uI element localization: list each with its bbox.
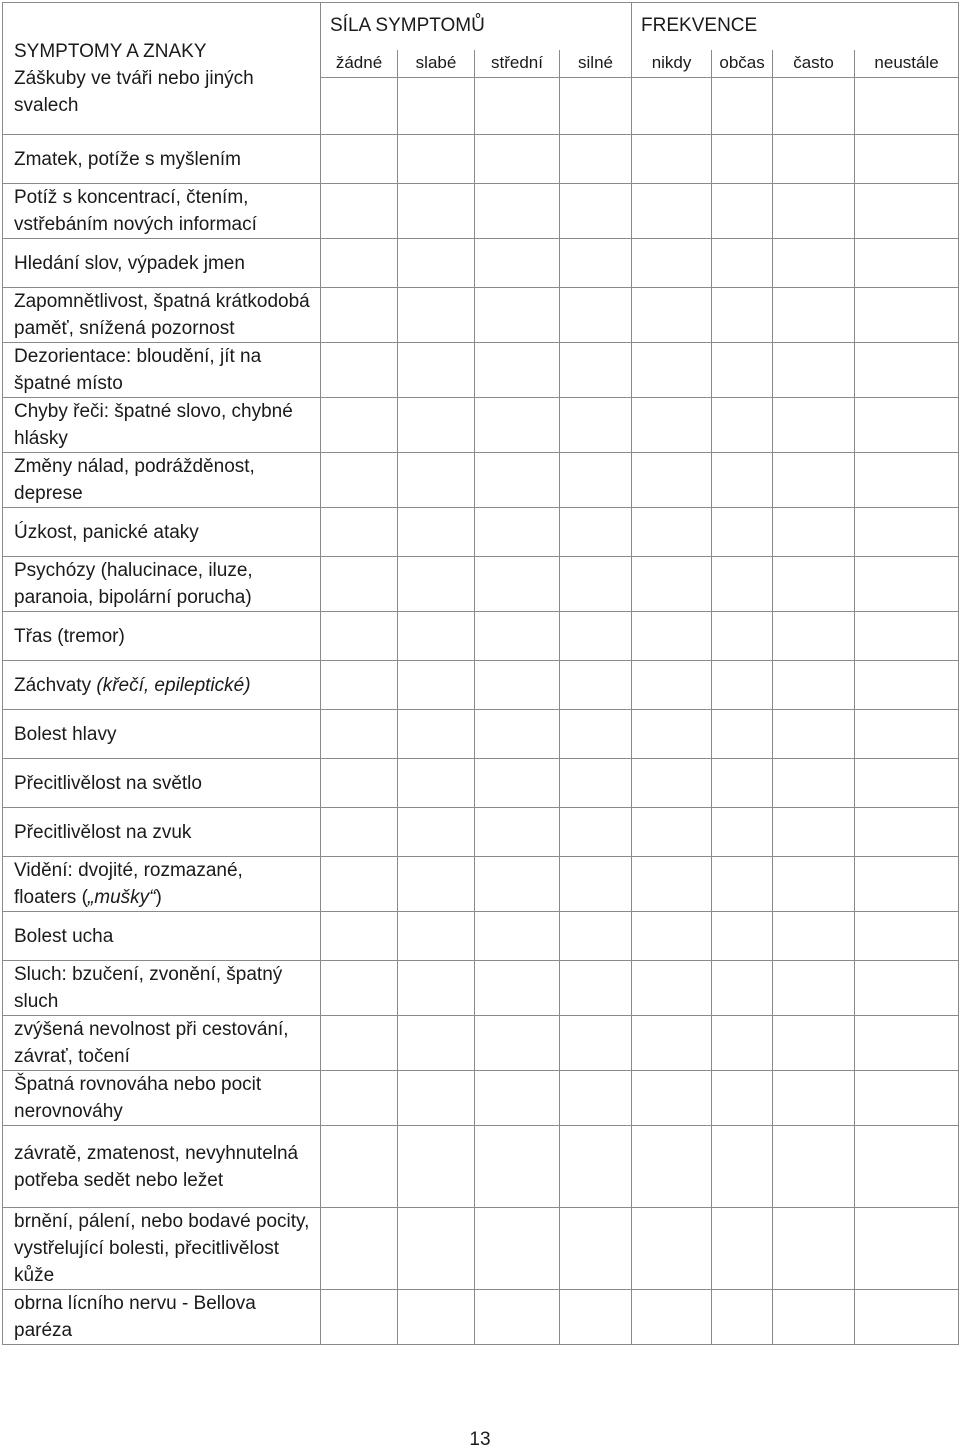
symptom-label: Zapomnětlivost, špatná krátkodobá paměť, snížená pozornost — [14, 291, 310, 339]
rating-cell[interactable] — [321, 912, 398, 961]
rating-cell[interactable] — [855, 710, 959, 759]
rating-cell[interactable] — [773, 453, 855, 508]
rating-cell[interactable] — [773, 808, 855, 857]
symptom-row — [3, 1071, 959, 1126]
rating-cell[interactable] — [712, 612, 773, 661]
rating-cell[interactable] — [632, 661, 712, 710]
rating-cell[interactable] — [321, 398, 398, 453]
rating-cell[interactable] — [632, 912, 712, 961]
rating-cell[interactable] — [632, 288, 712, 343]
symptom-row — [3, 239, 959, 288]
rating-cell[interactable] — [321, 857, 398, 912]
rating-cell[interactable] — [632, 557, 712, 612]
rating-cell[interactable] — [321, 1126, 398, 1208]
rating-cell[interactable] — [475, 661, 560, 710]
symptoms-header: SYMPTOMY A ZNAKY — [14, 41, 207, 62]
symptom-row — [3, 661, 959, 710]
rating-cell[interactable] — [855, 1126, 959, 1208]
rating-cell[interactable] — [321, 1016, 398, 1071]
rating-cell[interactable] — [632, 759, 712, 808]
symptom-cell — [3, 661, 321, 710]
header-row-groups — [3, 3, 959, 50]
rating-cell[interactable] — [773, 78, 855, 135]
rating-cell[interactable] — [560, 508, 632, 557]
symptom-label: brnění, pálení, nebo bodavé pocity, vystřelující bolesti, přecitlivělost kůže — [14, 1211, 310, 1286]
rating-cell[interactable] — [855, 184, 959, 239]
rating-cell[interactable] — [398, 808, 475, 857]
symptom-label: Bolest hlavy — [14, 723, 117, 745]
severity-level-weak: slabé — [398, 50, 475, 78]
rating-cell[interactable] — [560, 1208, 632, 1290]
rating-cell[interactable] — [398, 78, 475, 135]
rating-cell[interactable] — [560, 1126, 632, 1208]
rating-cell[interactable] — [560, 1071, 632, 1126]
symptom-row — [3, 1126, 959, 1208]
page-number: 13 — [469, 1429, 491, 1450]
symptom-label: Záškuby ve tváři nebo jiných svalech — [14, 68, 254, 116]
rating-cell[interactable] — [632, 78, 712, 135]
rating-cell[interactable] — [855, 135, 959, 184]
rating-cell[interactable] — [712, 1290, 773, 1345]
rating-cell[interactable] — [855, 912, 959, 961]
rating-cell[interactable] — [712, 557, 773, 612]
rating-cell[interactable] — [321, 78, 398, 135]
rating-cell[interactable] — [855, 1290, 959, 1345]
symptom-label: Chyby řeči: špatné slovo, chybné hlásky — [14, 401, 293, 449]
rating-cell[interactable] — [773, 1016, 855, 1071]
rating-cell[interactable] — [712, 1126, 773, 1208]
rating-cell[interactable] — [398, 1071, 475, 1126]
symptom-cell — [3, 1208, 321, 1290]
rating-cell[interactable] — [632, 1071, 712, 1126]
rating-cell[interactable] — [855, 808, 959, 857]
symptom-row — [3, 135, 959, 184]
symptom-label: Záchvaty — [14, 674, 97, 696]
rating-cell[interactable] — [855, 857, 959, 912]
rating-cell[interactable] — [712, 961, 773, 1016]
rating-cell[interactable] — [712, 184, 773, 239]
rating-cell[interactable] — [712, 1208, 773, 1290]
rating-cell[interactable] — [398, 557, 475, 612]
symptom-row — [3, 857, 959, 912]
symptom-label: Hledání slov, výpadek jmen — [14, 252, 245, 274]
symptom-label: Potíž s koncentrací, čtením, vstřebáním nových informací — [14, 187, 257, 235]
symptom-cell — [3, 1071, 321, 1126]
symptom-label-italic: „mušky“ — [87, 887, 156, 908]
table-body — [3, 3, 959, 1345]
rating-cell[interactable] — [712, 135, 773, 184]
symptom-cell — [3, 398, 321, 453]
rating-cell[interactable] — [773, 1071, 855, 1126]
symptom-row — [3, 184, 959, 239]
rating-cell[interactable] — [773, 912, 855, 961]
rating-cell[interactable] — [773, 288, 855, 343]
rating-cell[interactable] — [475, 1071, 560, 1126]
rating-cell[interactable] — [855, 759, 959, 808]
rating-cell[interactable] — [773, 508, 855, 557]
rating-cell[interactable] — [560, 453, 632, 508]
rating-cell[interactable] — [560, 398, 632, 453]
symptom-row — [3, 710, 959, 759]
rating-cell[interactable] — [712, 288, 773, 343]
rating-cell[interactable] — [712, 508, 773, 557]
rating-cell[interactable] — [560, 1016, 632, 1071]
rating-cell[interactable] — [321, 1071, 398, 1126]
symptom-label: Úzkost, panické ataky — [14, 521, 199, 543]
rating-cell[interactable] — [475, 508, 560, 557]
rating-cell[interactable] — [632, 343, 712, 398]
rating-cell[interactable] — [712, 661, 773, 710]
rating-cell[interactable] — [855, 343, 959, 398]
symptom-cell — [3, 184, 321, 239]
symptom-label: Dezorientace: bloudění, jít na špatné místo — [14, 346, 262, 394]
symptom-cell — [3, 857, 321, 912]
rating-cell[interactable] — [712, 808, 773, 857]
rating-cell[interactable] — [321, 135, 398, 184]
rating-cell[interactable] — [475, 288, 560, 343]
rating-cell[interactable] — [398, 1016, 475, 1071]
symptom-label: zvýšená nevolnost při cestování, závrať, točení — [14, 1019, 289, 1067]
rating-cell[interactable] — [398, 759, 475, 808]
rating-cell[interactable] — [475, 710, 560, 759]
symptom-row — [3, 808, 959, 857]
rating-cell[interactable] — [855, 661, 959, 710]
rating-cell[interactable] — [475, 78, 560, 135]
rating-cell[interactable] — [321, 661, 398, 710]
rating-cell[interactable] — [773, 184, 855, 239]
rating-cell[interactable] — [712, 239, 773, 288]
symptom-label-italic: (křečí, epileptické) — [96, 674, 251, 696]
rating-cell[interactable] — [712, 912, 773, 961]
rating-cell[interactable] — [855, 288, 959, 343]
rating-cell[interactable] — [773, 759, 855, 808]
rating-cell[interactable] — [712, 398, 773, 453]
rating-cell[interactable] — [712, 343, 773, 398]
symptom-cell — [3, 288, 321, 343]
frequency-level-often: často — [773, 50, 855, 78]
symptom-label: Psychózy (halucinace, iluze, paranoia, bipolární porucha) — [14, 560, 253, 608]
rating-cell[interactable] — [475, 808, 560, 857]
symptom-label-suffix: ) — [155, 887, 162, 908]
symptom-cell — [3, 912, 321, 961]
symptom-row — [3, 288, 959, 343]
symptom-row — [3, 912, 959, 961]
symptom-cell — [3, 508, 321, 557]
symptom-label: Špatná rovnováha nebo pocit nerovnováhy — [14, 1074, 262, 1122]
rating-cell[interactable] — [773, 557, 855, 612]
symptom-cell — [3, 343, 321, 398]
rating-cell[interactable] — [398, 453, 475, 508]
symptom-cell — [3, 453, 321, 508]
rating-cell[interactable] — [632, 453, 712, 508]
severity-level-medium: střední — [475, 50, 560, 78]
rating-cell[interactable] — [321, 710, 398, 759]
rating-cell[interactable] — [632, 808, 712, 857]
rating-cell[interactable] — [560, 239, 632, 288]
rating-cell[interactable] — [855, 398, 959, 453]
symptom-label: Sluch: bzučení, zvonění, špatný sluch — [14, 964, 283, 1012]
rating-cell[interactable] — [321, 557, 398, 612]
rating-cell[interactable] — [321, 343, 398, 398]
rating-cell[interactable] — [398, 912, 475, 961]
rating-cell[interactable] — [560, 710, 632, 759]
rating-cell[interactable] — [560, 135, 632, 184]
symptom-cell — [3, 710, 321, 759]
rating-cell[interactable] — [321, 239, 398, 288]
rating-cell[interactable] — [475, 398, 560, 453]
symptom-label: závratě, zmatenost, nevyhnutelná potřeba sedět nebo ležet — [14, 1142, 299, 1191]
frequency-header: FREKVENCE — [632, 3, 959, 50]
rating-cell[interactable] — [321, 808, 398, 857]
symptom-row — [3, 398, 959, 453]
rating-cell[interactable] — [855, 557, 959, 612]
rating-cell[interactable] — [475, 453, 560, 508]
rating-cell[interactable] — [712, 1071, 773, 1126]
rating-cell[interactable] — [398, 398, 475, 453]
rating-cell[interactable] — [475, 343, 560, 398]
symptom-row — [3, 343, 959, 398]
rating-cell[interactable] — [632, 612, 712, 661]
frequency-level-never: nikdy — [632, 50, 712, 78]
symptom-row — [3, 557, 959, 612]
rating-cell[interactable] — [398, 612, 475, 661]
rating-cell[interactable] — [712, 759, 773, 808]
symptom-label: obrna lícního nervu - Bellova paréza — [14, 1293, 256, 1341]
rating-cell[interactable] — [398, 508, 475, 557]
rating-cell[interactable] — [773, 398, 855, 453]
symptom-row — [3, 1290, 959, 1345]
rating-cell[interactable] — [398, 288, 475, 343]
symptom-row — [3, 1208, 959, 1290]
rating-cell[interactable] — [398, 661, 475, 710]
rating-cell[interactable] — [632, 508, 712, 557]
rating-cell[interactable] — [321, 508, 398, 557]
symptom-cell — [3, 808, 321, 857]
symptom-cell — [3, 135, 321, 184]
rating-cell[interactable] — [321, 1290, 398, 1345]
rating-cell[interactable] — [712, 78, 773, 135]
rating-cell[interactable] — [560, 912, 632, 961]
rating-cell[interactable] — [398, 1208, 475, 1290]
rating-cell[interactable] — [773, 343, 855, 398]
symptom-row — [3, 1016, 959, 1071]
rating-cell[interactable] — [773, 239, 855, 288]
rating-cell[interactable] — [475, 961, 560, 1016]
symptom-row — [3, 759, 959, 808]
rating-cell[interactable] — [855, 239, 959, 288]
symptom-label: Přecitlivělost na zvuk — [14, 821, 192, 843]
rating-cell[interactable] — [475, 1290, 560, 1345]
rating-cell[interactable] — [560, 343, 632, 398]
symptom-cell — [3, 961, 321, 1016]
symptom-cell — [3, 1126, 321, 1208]
severity-header: SÍLA SYMPTOMŮ — [321, 3, 632, 50]
rating-cell[interactable] — [773, 857, 855, 912]
rating-cell[interactable] — [321, 759, 398, 808]
symptom-row — [3, 612, 959, 661]
rating-cell[interactable] — [475, 912, 560, 961]
rating-cell[interactable] — [632, 184, 712, 239]
rating-cell[interactable] — [855, 1016, 959, 1071]
rating-cell[interactable] — [773, 961, 855, 1016]
symptom-label: Třas (tremor) — [14, 625, 125, 647]
rating-cell[interactable] — [773, 1126, 855, 1208]
rating-cell[interactable] — [855, 453, 959, 508]
rating-cell[interactable] — [712, 453, 773, 508]
rating-cell[interactable] — [632, 1208, 712, 1290]
rating-cell[interactable] — [475, 612, 560, 661]
rating-cell[interactable] — [773, 1290, 855, 1345]
rating-cell[interactable] — [560, 184, 632, 239]
rating-cell[interactable] — [632, 1016, 712, 1071]
rating-cell[interactable] — [475, 1208, 560, 1290]
rating-cell[interactable] — [560, 557, 632, 612]
rating-cell[interactable] — [855, 612, 959, 661]
frequency-level-constant: neustále — [855, 50, 959, 78]
rating-cell[interactable] — [321, 612, 398, 661]
rating-cell[interactable] — [475, 239, 560, 288]
rating-cell[interactable] — [632, 135, 712, 184]
symptom-label: Zmatek, potíže s myšlením — [14, 148, 242, 170]
symptom-cell — [3, 557, 321, 612]
rating-cell[interactable] — [398, 1290, 475, 1345]
rating-cell[interactable] — [560, 661, 632, 710]
rating-cell[interactable] — [773, 1208, 855, 1290]
rating-cell[interactable] — [398, 343, 475, 398]
rating-cell[interactable] — [712, 1016, 773, 1071]
rating-cell[interactable] — [321, 961, 398, 1016]
rating-cell[interactable] — [321, 288, 398, 343]
rating-cell[interactable] — [632, 961, 712, 1016]
rating-cell[interactable] — [398, 961, 475, 1016]
rating-cell[interactable] — [321, 184, 398, 239]
symptom-label: Vidění: dvojité, rozmazané, floaters ( — [14, 860, 243, 908]
rating-cell[interactable] — [712, 710, 773, 759]
rating-cell[interactable] — [855, 1208, 959, 1290]
rating-cell[interactable] — [475, 759, 560, 808]
rating-cell[interactable] — [632, 1290, 712, 1345]
symptom-row — [3, 508, 959, 557]
rating-cell[interactable] — [321, 453, 398, 508]
rating-cell[interactable] — [560, 78, 632, 135]
symptom-row — [3, 453, 959, 508]
symptom-cell — [3, 1016, 321, 1071]
symptom-cell — [3, 1290, 321, 1345]
symptom-label: Přecitlivělost na světlo — [14, 772, 202, 794]
rating-cell[interactable] — [475, 557, 560, 612]
rating-cell[interactable] — [398, 239, 475, 288]
rating-cell[interactable] — [475, 135, 560, 184]
symptom-row — [3, 961, 959, 1016]
rating-cell[interactable] — [321, 1208, 398, 1290]
rating-cell[interactable] — [475, 1016, 560, 1071]
rating-cell[interactable] — [773, 661, 855, 710]
rating-cell[interactable] — [398, 710, 475, 759]
rating-cell[interactable] — [560, 759, 632, 808]
rating-cell[interactable] — [560, 808, 632, 857]
rating-cell[interactable] — [560, 1290, 632, 1345]
rating-cell[interactable] — [712, 857, 773, 912]
frequency-level-sometimes: občas — [712, 50, 773, 78]
symptom-checklist-table — [2, 2, 959, 1345]
rating-cell[interactable] — [398, 857, 475, 912]
symptom-cell — [3, 3, 321, 135]
rating-cell[interactable] — [632, 398, 712, 453]
rating-cell[interactable] — [632, 710, 712, 759]
rating-cell[interactable] — [632, 239, 712, 288]
rating-cell[interactable] — [475, 857, 560, 912]
rating-cell[interactable] — [855, 508, 959, 557]
rating-cell[interactable] — [773, 612, 855, 661]
rating-cell[interactable] — [855, 78, 959, 135]
severity-level-none: žádné — [321, 50, 398, 78]
rating-cell[interactable] — [560, 857, 632, 912]
rating-cell[interactable] — [398, 135, 475, 184]
symptom-cell — [3, 612, 321, 661]
rating-cell[interactable] — [632, 1126, 712, 1208]
rating-cell[interactable] — [398, 1126, 475, 1208]
rating-cell[interactable] — [560, 961, 632, 1016]
symptom-label: Bolest ucha — [14, 925, 114, 947]
rating-cell[interactable] — [855, 961, 959, 1016]
severity-level-strong: silné — [560, 50, 632, 78]
rating-cell[interactable] — [773, 135, 855, 184]
rating-cell[interactable] — [560, 612, 632, 661]
rating-cell[interactable] — [398, 184, 475, 239]
symptom-cell — [3, 239, 321, 288]
rating-cell[interactable] — [632, 857, 712, 912]
rating-cell[interactable] — [475, 184, 560, 239]
symptom-label: Změny nálad, podrážděnost, deprese — [14, 456, 255, 504]
symptom-cell — [3, 759, 321, 808]
rating-cell[interactable] — [855, 1071, 959, 1126]
rating-cell[interactable] — [475, 1126, 560, 1208]
rating-cell[interactable] — [773, 710, 855, 759]
rating-cell[interactable] — [560, 288, 632, 343]
